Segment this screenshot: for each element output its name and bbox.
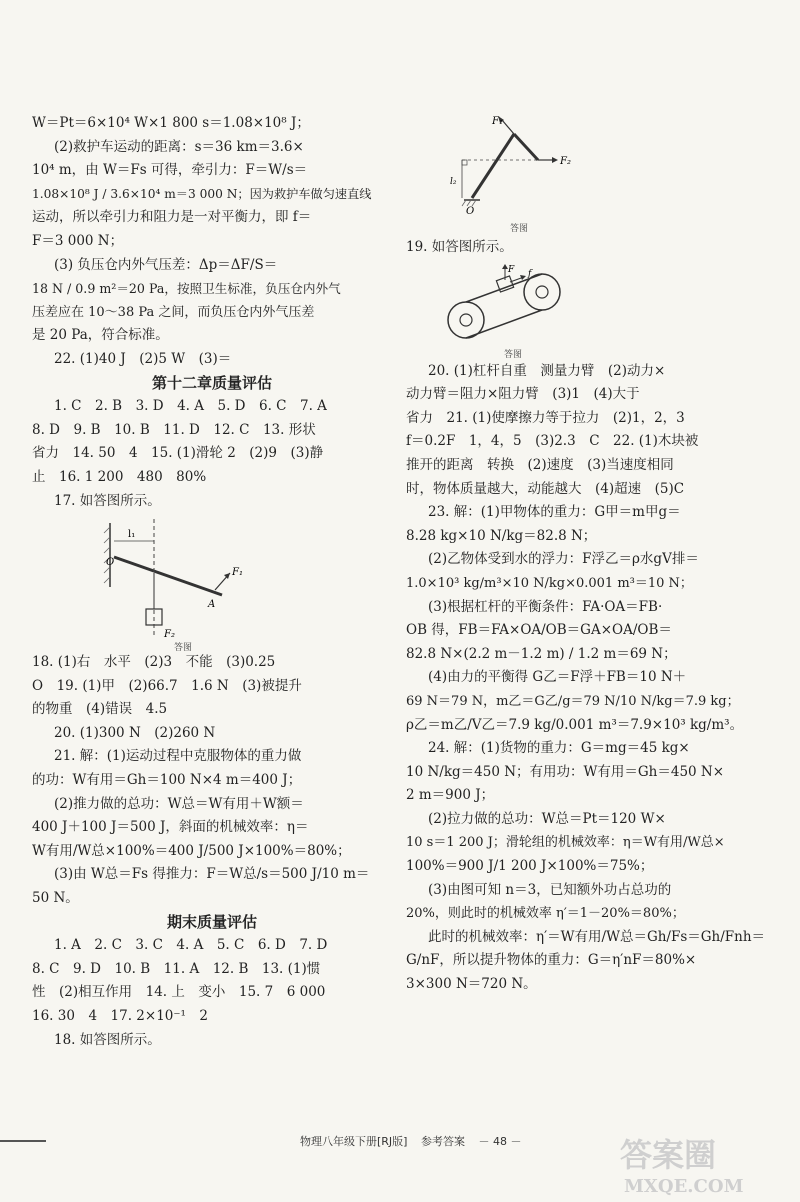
text-line: (4)由力的平衡得 G乙＝F浮＋FB＝10 N＋: [428, 669, 687, 686]
text-line: 21. 解：(1)运动过程中克服物体的重力做: [54, 748, 302, 765]
text-line: 8. C 9. D 10. B 11. A 12. B 13. (1)惯: [32, 960, 321, 977]
watermark-logo: [600, 1128, 790, 1198]
text-line: 20. (1)杠杆自重 测量力臂 (2)动力×: [428, 362, 666, 379]
text-line: 性 (2)相互作用 14. 上 变小 15. 7 6 000: [32, 984, 326, 1001]
text-line: 此时的机械效率：η′＝W有用/W总＝Gh/Fs＝Gh/Fnh＝: [428, 928, 766, 945]
watermark-url: MXQE.COM: [624, 1176, 744, 1197]
text-line: 1. A 2. C 3. C 4. A 5. C 6. D 7. D: [54, 937, 328, 954]
text-line: 400 J＋100 J＝500 J，斜面的机械效率：η＝: [32, 819, 309, 836]
text-line: 19. 如答图所示。: [406, 239, 513, 255]
fig17-label: A: [208, 599, 216, 611]
watermark-text: 答案圈: [620, 1136, 717, 1174]
text-line: 时，物体质量越大，动能越大 (4)超速 (5)C: [406, 480, 685, 497]
text-line: 10 s＝1 200 J；滑轮组的机械效率：η＝W有用/W总×: [406, 835, 725, 851]
text-line: f＝0.2F 1，4，5 (3)2.3 C 22. (1)木块被: [406, 433, 699, 450]
text-line: 1. C 2. B 3. D 4. A 5. D 6. C 7. A: [54, 398, 327, 415]
text-line: 动力臂＝阻力×阻力臂 (3)1 (4)大于: [406, 386, 640, 403]
section-title: 期末质量评估: [166, 912, 257, 931]
fig-label: l₂: [450, 177, 457, 187]
text-line: 69 N＝79 N，m乙＝G乙/g＝79 N/10 N/kg＝7.9 kg；: [406, 693, 740, 709]
fig17-label: F₂: [164, 629, 175, 638]
left-column: [32, 112, 372, 1052]
fig17-label: l₁: [128, 529, 136, 541]
text-line: 的功：W有用＝Gh＝100 N×4 m＝400 J；: [32, 772, 302, 789]
text-line: O 19. (1)甲 (2)66.7 1.6 N (3)被提升: [32, 677, 302, 694]
text-line: W有用/W总×100%＝400 J/500 J×100%＝80%；: [32, 842, 351, 859]
edge-rule: [0, 1140, 46, 1142]
text-line: 24. 解：(1)货物的重力：G＝mg＝45 kg×: [428, 740, 690, 757]
text-line: (3)由 W总＝Fs 得推力：F＝W总/s＝500 J/10 m＝: [54, 866, 370, 883]
text-line: ρ乙＝m乙/V乙＝7.9 kg/0.001 m³＝7.9×10³ kg/m³。: [406, 716, 744, 733]
figure-caption: 答图: [510, 224, 529, 234]
fig-label: O: [466, 206, 475, 217]
lever-diagram: [406, 112, 758, 220]
text-line: 省力 14. 50 4 15. (1)滑轮 2 (2)9 (3)静: [32, 445, 324, 462]
text-line: 8.28 kg×10 N/kg＝82.8 N；: [406, 527, 597, 544]
conveyor-figure-19: [406, 264, 758, 360]
text-line: (2)拉力做的总功：W总＝Pt＝120 W×: [428, 810, 666, 827]
footer-book: 物理八年级下册[RJ版]: [300, 1135, 408, 1148]
text-line: (3) 负压仓内外气压差：Δp＝ΔF/S＝: [54, 256, 278, 273]
text-line: 2 m＝900 J；: [406, 787, 495, 804]
fig-label: F₂: [560, 156, 571, 167]
text-line: 10⁴ m，由 W＝Fs 可得，牵引力：F＝W/s＝: [32, 162, 308, 179]
fig-label: F: [508, 264, 515, 275]
text-line: (2)救护车运动的距离：s＝36 km＝3.6×: [54, 138, 304, 155]
text-line: 18 N / 0.9 m²＝20 Pa，按照卫生标准，负压仓内外气: [32, 281, 341, 297]
text-line: 20. (1)300 N (2)260 N: [54, 724, 216, 741]
text-line: 是 20 Pa，符合标准。: [32, 327, 169, 344]
fig17-label: O: [106, 557, 115, 569]
text-line: 省力 21. (1)使摩擦力等于拉力 (2)1，2，3: [406, 409, 685, 426]
text-line: 16. 30 4 17. 2×10⁻¹ 2: [32, 1008, 208, 1024]
text-line: F＝3 000 N；: [32, 232, 124, 249]
text-line: 的物重 (4)错误 4.5: [32, 701, 168, 718]
text-line: (3)根据杠杆的平衡条件：FA·OA＝FB·: [428, 598, 663, 615]
text-line: W＝Pt＝6×10⁴ W×1 800 s＝1.08×10⁸ J；: [32, 115, 310, 131]
figure-caption: 答图: [504, 349, 523, 360]
lever-diagram: [32, 517, 372, 637]
text-line: 20%，则此时的机械效率 η′＝1－20%＝80%；: [406, 906, 685, 922]
conveyor-diagram: [406, 264, 758, 346]
lever-figure-top: [406, 112, 758, 232]
text-line: (3)由图可知 n＝3，已知额外功占总功的: [428, 881, 672, 898]
figure-caption: 答图: [174, 643, 193, 654]
fig-label: F₁: [492, 116, 503, 127]
fig-label: f: [528, 268, 532, 279]
section-title: 第十二章质量评估: [151, 373, 272, 392]
text-line: 22. (1)40 J (2)5 W (3)＝: [54, 350, 232, 367]
text-line: 18. 如答图所示。: [54, 1031, 161, 1048]
text-line: 100%＝900 J/1 200 J×100%＝75%；: [406, 858, 654, 875]
text-line: 10 N/kg＝450 N；有用功：W有用＝Gh＝450 N×: [406, 763, 725, 780]
page-footer: [300, 1133, 521, 1149]
right-column: [406, 108, 766, 997]
text-line: 8. D 9. B 10. B 11. D 12. C 13. 形状: [32, 421, 316, 438]
text-line: 压差应在 10～38 Pa 之间，而负压仓内外气压差: [32, 304, 315, 320]
text-line: G/nF，所以提升物体的重力：G＝η′nF＝80%×: [406, 952, 697, 969]
text-line: 推开的距离 转换 (2)速度 (3)当速度相同: [406, 456, 674, 473]
text-line: 止 16. 1 200 480 80%: [32, 468, 207, 485]
fig17-label: F₁: [232, 567, 243, 579]
text-line: 23. 解：(1)甲物体的重力：G甲＝m甲g＝: [428, 504, 681, 521]
lever-figure-17: [32, 517, 372, 654]
text-line: (2)乙物体受到水的浮力：F浮乙＝ρ水gV排＝: [428, 551, 699, 568]
text-line: 18. (1)右 水平 (2)3 不能 (3)0.25: [32, 654, 276, 671]
footer-section: 参考答案: [420, 1135, 465, 1148]
text-line: 3×300 N＝720 N。: [406, 976, 537, 993]
text-line: 50 N。: [32, 890, 79, 907]
text-line: 1.0×10³ kg/m³×10 N/kg×0.001 m³＝10 N；: [406, 575, 693, 591]
text-line: OB 得，FB＝FA×OA/OB＝GA×OA/OB＝: [406, 622, 672, 639]
text-line: (2)推力做的总功：W总＝W有用＋W额＝: [54, 795, 304, 812]
text-line: 17. 如答图所示。: [54, 492, 161, 509]
text-line: 运动，所以牵引力和阻力是一对平衡力，即 f＝: [32, 209, 312, 226]
text-line: 82.8 N×(2.2 m－1.2 m) / 1.2 m＝69 N；: [406, 645, 677, 662]
page-number: － 48 －: [478, 1135, 522, 1148]
text-line: 1.08×10⁸ J / 3.6×10⁴ m＝3 000 N；因为救护车做匀速直线: [32, 186, 372, 201]
